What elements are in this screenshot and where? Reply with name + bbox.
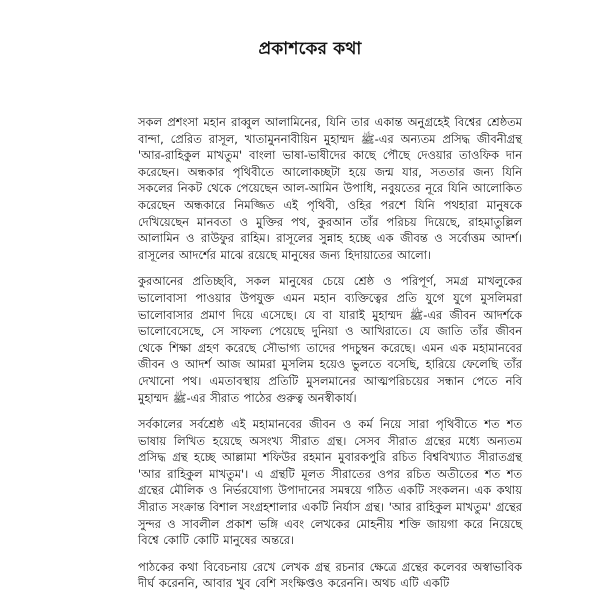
paragraph-2: কুরআনের প্রতিচ্ছবি, সকল মানুষের চেয়ে শ্রেষ্ঠ ও পরিপূর্ণ, সমগ্র মাখলুকের ভালোবাসা পাওয়ার উপযুক্ত এমন মহান ব্যক্তিত্বের প্রতি যুগে যুগে মুসলিমরা ভালোবাসার প্রমাণ দিয়ে এসেছে। যে বা যারাই মুহাম্মদ ﷺ-এর জীবন আদর্শকে ভালোবেসেছে, সে সাফল্য পেয়েছে দুনিয়া ও আখিরাতে। যে জাতি তাঁর জীবন থেকে শিক্ষা গ্রহণ করেছে সৌভাগ্য তাদের পদচুম্বন করেছে। এমন এক মহামানবের জীবন ও আদর্শ আজ আমরা মুসলিম হয়েও ভুলতে বসেছি, হারিয়ে ফেলেছি তাঁর দেখানো পথ। এমতাবস্থায় প্রতিটি মুসলমানের আত্মপরিচয়ের সন্ধান পেতে নবি মুহাম্মদ ﷺ-এর সীরাত পাঠের গুরুত্ব অনস্বীকার্য। — [138, 274, 522, 405]
paragraph-3: সর্বকালের সর্বশ্রেষ্ঠ এই মহামানবের জীবন ও কর্ম নিয়ে সারা পৃথিবীতে শত শত ভাষায় লিখিত হয়েছে অসংখ্য সীরাত গ্রন্থ। সেসব সীরাত গ্রন্থের মধ্যে অন্যতম প্রসিদ্ধ গ্রন্থ হচ্ছে আল্লামা শফিউর রহমান মুবারকপুরি রচিত বিশ্ববিখ্যাত সীরাতগ্রন্থ 'আর রাহিকুল মাখতুম'। এ গ্রন্থটি মূলত সীরাতের ওপর রচিত অতীতের শত শত গ্রন্থের মৌলিক ও নির্ভরযোগ্য উপাদানের সমন্বয়ে গঠিত একটি সংকলন। এক কথায় সীরাত সংক্রান্ত বিশাল সংগ্রহশালার একটি নির্যাস গ্রন্থ। 'আর রাহিকুল মাখতুম' গ্রন্থের সুন্দর ও সাবলীল প্রকাশ ভঙ্গি এবং লেখকের মোহনীয় শক্তি জায়গা করে নিয়েছে বিশ্বে কোটি কোটি মানুষের অন্তরে। — [138, 417, 522, 548]
paragraph-1: সকল প্রশংসা মহান রাব্বুল আলামিনের, যিনি তার একান্ত অনুগ্রহেই বিশ্বের শ্রেষ্ঠতম বান্দা, প্রেরিত রাসূল, খাতামুননাবীয়িন মুহাম্মদ ﷺ-এর অন্যতম প্রসিদ্ধ জীবনীগ্রন্থ 'আর-রাহিকুল মাখতুম' বাংলা ভাষা-ভাষীদের কাছে পৌছে দেওয়ার তাওফিক দান করেছেন। অন্ধকার পৃথিবীতে আলোকচ্ছটা হয়ে জন্ম যার, সততার জন্য যিনি সকলের নিকট থেকে পেয়েছেন আল-আমিন উপাধি, নবুয়তের নূরে যিনি আলোকিত করেছেন অন্ধকারে নিমজ্জিত এই পৃথিবী, ওহির পরশে যিনি পথহারা মানুষকে দেখিয়েছেন মানবতা ও মুক্তির পথ, কুরআন তাঁর পরিচয় দিয়েছে, রাহমাতুল্লিল আলামিন ও রাউফুর রাহিম। রাসূলের সুন্নাহ হচ্ছে এক জীবন্ত ও সর্বোত্তম আদর্শ। রাসূলের আদর্শের মাঝে রয়েছে মানুষের জন্য হিদায়াতের আলো। — [138, 115, 522, 262]
paragraph-4: পাঠকের কথা বিবেচনায় রেখে লেখক গ্রন্থ রচনার ক্ষেত্রে গ্রন্থের কলেবর অস্বাভাবিক দীর্ঘ করেননি, আবার খুব বেশি সংক্ষিপ্তও করেননি। অথচ এটি একটি — [138, 559, 522, 591]
page-title: প্রকাশকের কথা — [258, 39, 362, 59]
